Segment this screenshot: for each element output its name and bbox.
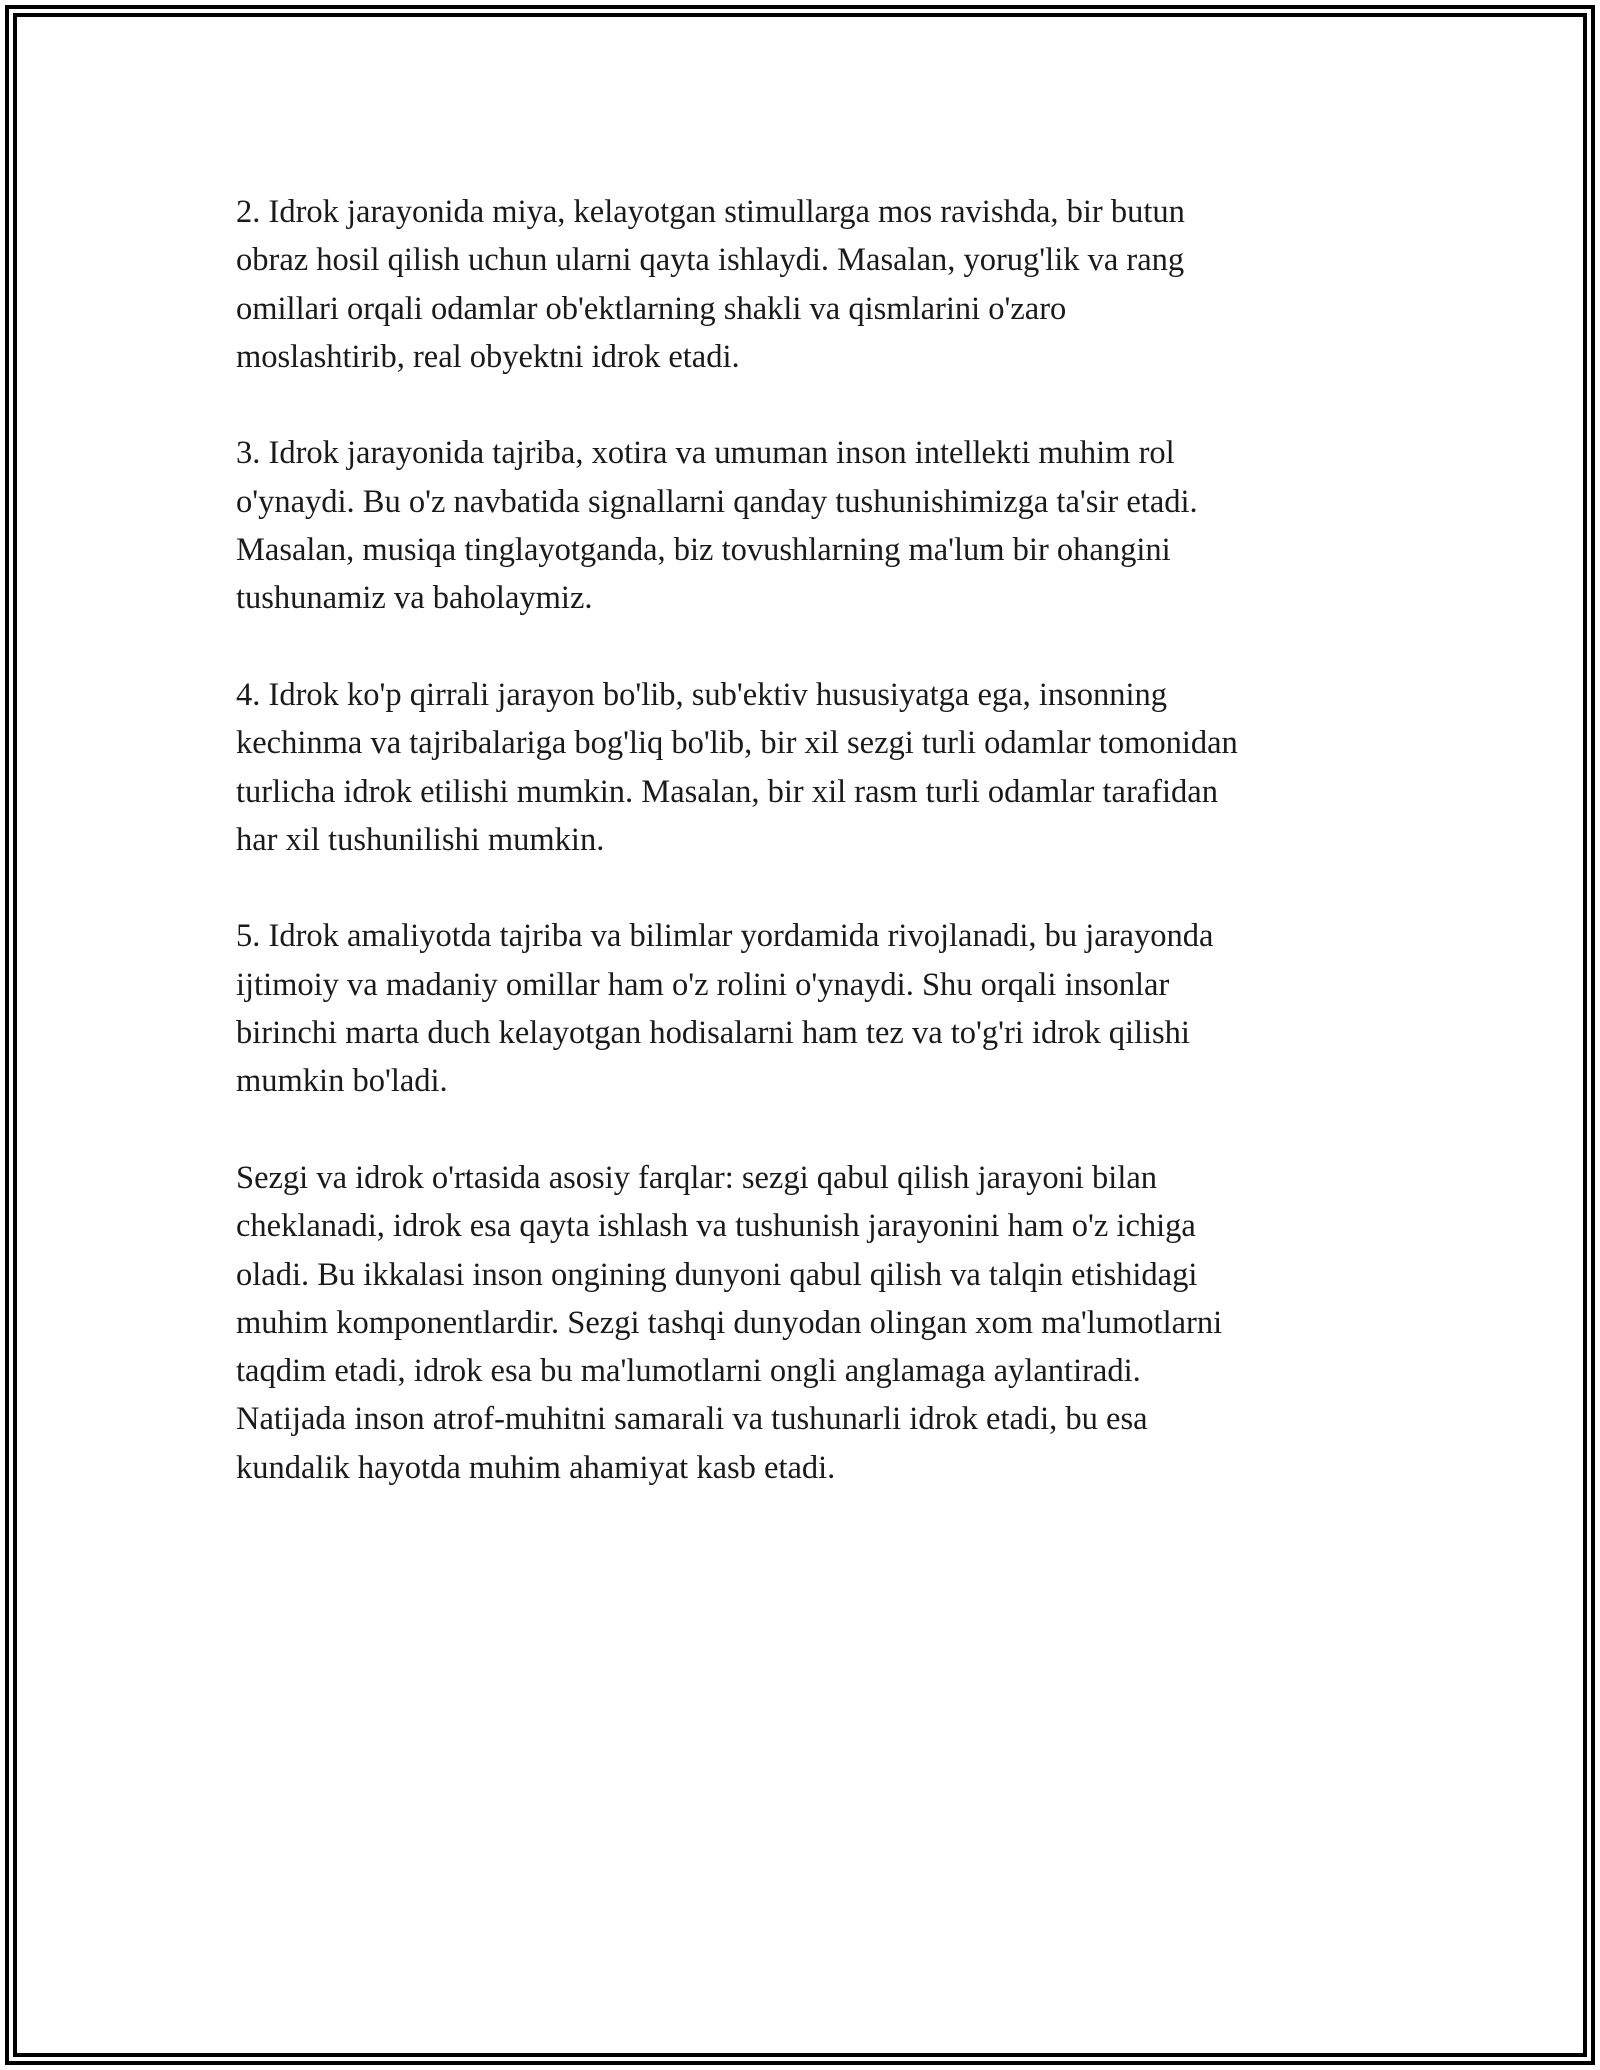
paragraph-point-3: 3. Idrok jarayonida tajriba, xotira va umuman inson intellekti muhim rol o'ynaydi. Bu o'z navbatida signallarni qanday tushunishimizga ta'sir etadi. Masalan, musiqa tinglayotganda, biz tovushlarning ma'lum bir ohangini tushunamiz va baholaymiz. <box>236 435 1198 617</box>
paragraph-point-5: 5. Idrok amaliyotda tajriba va bilimlar yordamida rivojlanadi, bu jarayonda ijtimoiy va madaniy omillar ham o'z rolini o'ynaydi. Shu orqali insonlar birinchi marta duch kelayotgan hodisalarni ham tez va to'g'ri idrok qilishi mumkin bo'ladi. <box>236 918 1214 1100</box>
paragraph-conclusion: Sezgi va idrok o'rtasida asosiy farqlar: sezgi qabul qilish jarayoni bilan cheklanadi, idrok esa qayta ishlash va tushunish jarayonini ham o'z ichiga oladi. Bu ikkalasi inson ongining dunyoni qabul qilish va talqin etishidagi muhim komponentlardir. Sezgi tashqi dunyodan olingan xom ma'lumotlarni taqdim etadi, idrok esa bu ma'lumotlarni ongli anglamaga aylantiradi. Natijada inson atrof-muhitni samarali va tushunarli idrok etadi, bu esa kundalik hayotda muhim ahamiyat kasb etadi. <box>236 1159 1223 1486</box>
paragraph-point-2: 2. Idrok jarayonida miya, kelayotgan stimullarga mos ravishda, bir butun obraz hosil qilish uchun ularni qayta ishlaydi. Masalan, yorug'lik va rang omillari orqali odamlar ob'ektlarning shakli va qismlarini o'zaro moslashtirib, real obyektni idrok etadi. <box>236 194 1185 375</box>
document-body <box>236 188 1396 1540</box>
paragraph-point-4: 4. Idrok ko'p qirrali jarayon bo'lib, sub'ektiv hususiyatga ega, insonning kechinma va tajribalariga bog'liq bo'lib, bir xil sezgi turli odamlar tomonidan turlicha idrok etilishi mumkin. Masalan, bir xil rasm turli odamlar tarafidan har xil tushunilishi mumkin. <box>236 676 1238 858</box>
